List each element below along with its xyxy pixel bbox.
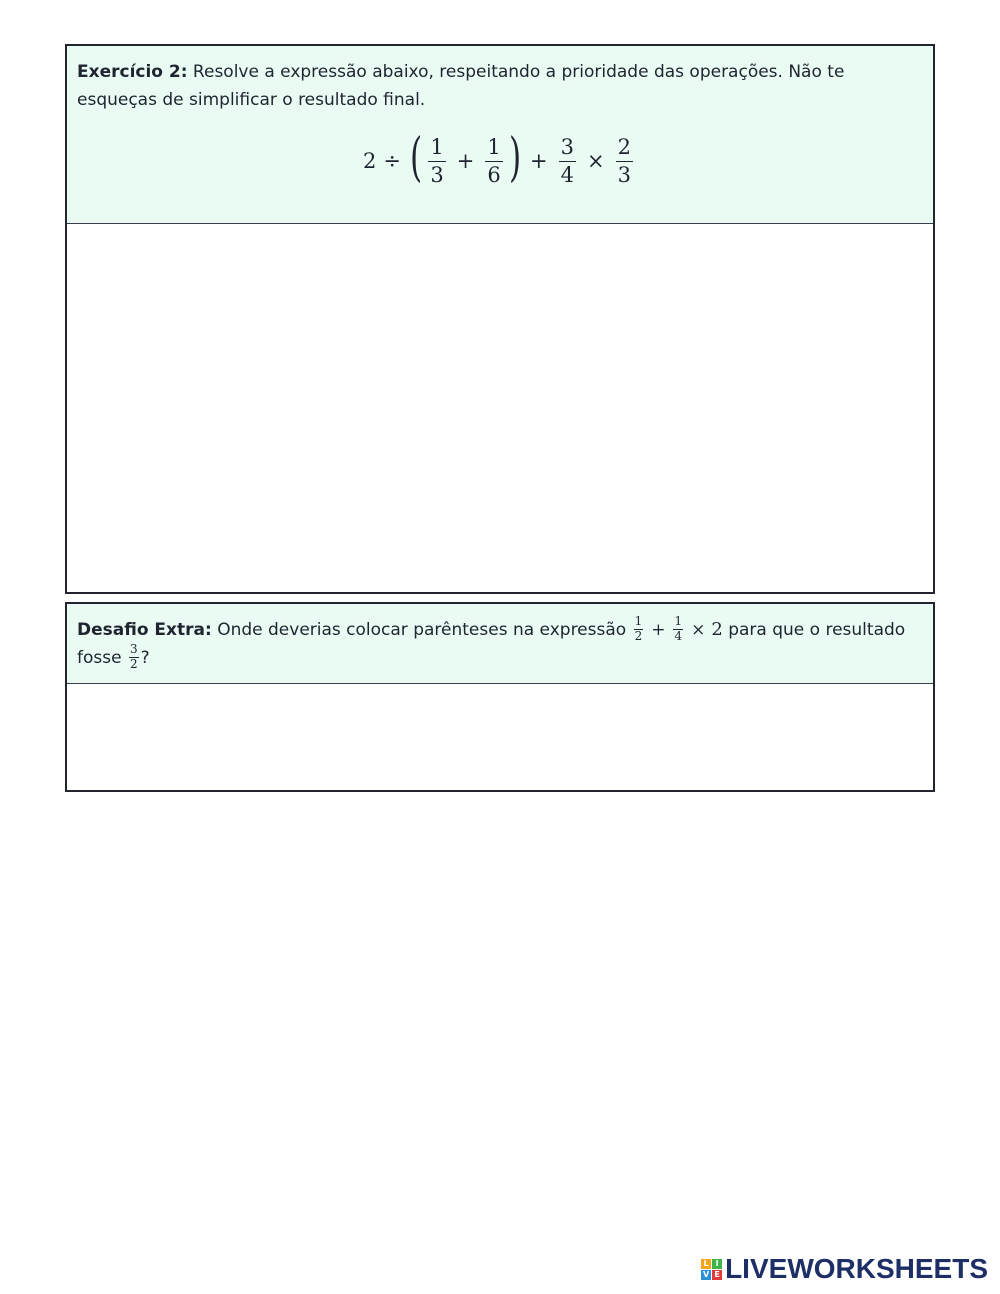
inline-fraction	[634, 615, 644, 642]
liveworksheets-logo	[701, 1254, 988, 1284]
fraction-numerator: 3	[129, 642, 138, 657]
fraction-numerator: 1	[634, 614, 643, 629]
logo-mark-letter: E	[712, 1270, 722, 1280]
extra-challenge-box	[65, 602, 935, 792]
expr-divide-sign: ÷	[383, 149, 402, 173]
fraction-denominator: 2	[634, 628, 643, 643]
inline-plus-sign: +	[651, 620, 666, 640]
exercise-2-box	[65, 44, 935, 594]
logo-text: LIVEWORKSHEETS	[725, 1253, 988, 1284]
expr-fraction-2	[485, 136, 502, 185]
fraction-denominator: 2	[129, 656, 138, 671]
extra-challenge-answer-area[interactable]	[67, 684, 933, 788]
extra-challenge-text-before: Onde deverias colocar parênteses na expressão	[211, 620, 632, 640]
logo-mark-icon	[701, 1259, 722, 1280]
exercise-2-expression	[77, 126, 923, 196]
expr-lead-number: 2	[363, 149, 377, 173]
extra-challenge-label: Desafio Extra:	[77, 620, 212, 640]
extra-challenge-text-after: para que o resultado fosse	[77, 620, 906, 668]
inline-number: 2	[711, 619, 723, 640]
extra-challenge-prompt	[67, 604, 933, 684]
logo-mark-letter: I	[712, 1259, 722, 1269]
logo-mark-letter: V	[702, 1270, 710, 1279]
exercise-2-label: Exercício 2:	[77, 62, 188, 82]
fraction-denominator: 4	[560, 162, 574, 187]
expr-right-paren: )	[508, 128, 521, 188]
expr-fraction-4	[616, 136, 633, 185]
expr-times-sign: ×	[586, 149, 605, 173]
exercise-2-answer-area[interactable]	[67, 224, 933, 590]
fraction-denominator: 3	[617, 162, 631, 187]
fraction-numerator: 1	[674, 614, 683, 629]
expr-left-paren: (	[410, 128, 423, 188]
fraction-denominator: 3	[430, 162, 444, 187]
fraction-numerator: 2	[616, 136, 633, 161]
fraction-numerator: 1	[485, 136, 502, 161]
expr-fraction-1	[428, 136, 445, 185]
expr-fraction-3	[559, 136, 576, 185]
fraction-denominator: 6	[487, 162, 501, 187]
fraction-numerator: 3	[559, 136, 576, 161]
inline-fraction	[673, 615, 683, 642]
fraction-numerator: 1	[428, 136, 445, 161]
expr-plus-sign: +	[456, 149, 475, 173]
exercise-2-statement	[77, 58, 923, 114]
fraction-denominator: 4	[674, 628, 683, 643]
expr-plus-sign: +	[529, 149, 548, 173]
question-mark: ?	[140, 648, 150, 668]
exercise-2-prompt	[67, 46, 933, 224]
inline-times-sign: ×	[691, 620, 706, 640]
logo-mark-letter: L	[701, 1259, 711, 1269]
exercise-2-text: Resolve a expressão abaixo, respeitando a prioridade das operações. Não te esqueças de simplificar o resultado final.	[77, 62, 845, 110]
inline-fraction	[129, 643, 139, 670]
